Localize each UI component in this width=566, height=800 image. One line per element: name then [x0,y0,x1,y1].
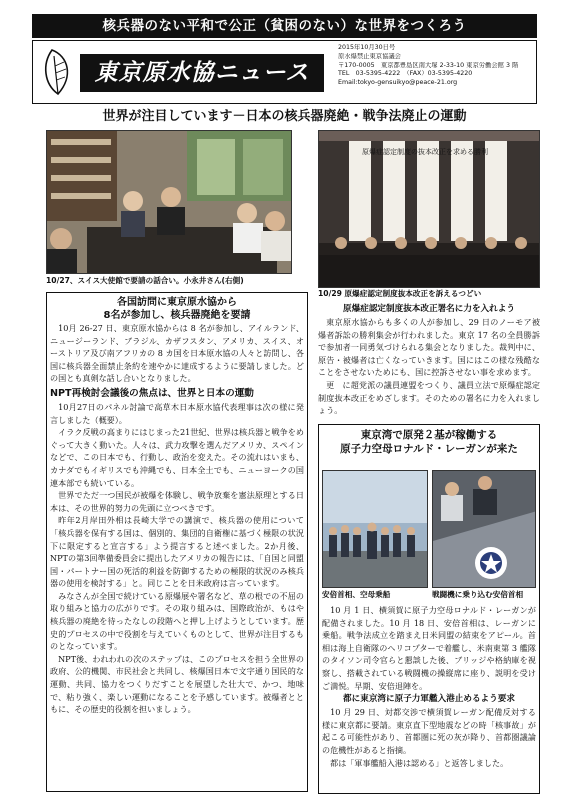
photo-embassy-meeting [46,130,292,274]
publisher-name: 原水爆禁止東京協議会 [338,52,401,60]
left-article-subheading: NPT再検討会議後の焦点は、世界と日本の運動 [50,387,254,399]
carrier-caption-right: 戦闘機に乗り込む安倍首相 [432,590,524,599]
right-paragraph-2: 10 月 29 日、対都交渉で横須賀レーガン配備反対する様に東京都に要請。東京直下型地震などの時「核事故」が起こる可能性があり、首都圏に死の灰が降り、首都圏議論の危機性があると指摘。 [322,707,536,755]
right-top-title: 原爆症認定制度抜本改正署名に力を入れよう [343,304,515,314]
right-top-body [318,316,540,417]
right-article-body [322,604,536,769]
slogan-banner: 核兵器のない平和で公正（貧困のない）な世界をつくろう [32,14,537,38]
photo2-caption: 10/29 原爆症認定制度抜本改正を訴えるつどい [318,289,482,298]
email-address: Email:tokyo-gensuikyo@peace-21.org [338,79,458,87]
right-article-title-1: 東京湾で原発２基が稼働する [360,429,498,441]
right-paragraph-3: 都は「軍事艦船入港は認める」と返答しました。 [330,757,509,768]
left-article-title-1: 各国訪問に東京原水協から [117,297,237,308]
publisher-info [338,44,534,88]
photo-fighter-cockpit [432,470,536,588]
postal-address: 〒170-0005 東京都豊島区南大塚 2-33-10 東京労働会館 3 階 [338,61,519,69]
newsletter-title: 東京原水協ニュース [80,54,324,92]
left-paragraph-5: 昨年2月岸田外相は長崎大学での講演で、核兵器の使用について「核兵器を保有する国は、個別的、集団的自衛権に基づく極限の状況下に限定すると宣言する」よう提言すると述べました。2か月後、NPTの第3回準備委員会に提出したアメリカの報告には、「自国と同盟国・パートナー国の死活的利益を防御するための極限的状況のみ核兵器の使用を検討する」と。同じことを日米政府は言っています。 [50,515,304,589]
left-paragraph-4: 世界でただ一つ国民が被爆を体験し、戦争放棄を憲法原理とする日本は、その世界的努力の先頭に立つべきです。 [50,490,304,513]
left-article-title-2: 8名が参加し、核兵器廃絶を要請 [103,310,251,321]
right-article-title-2: 原子力空母ロナルド・レーガンが来た [340,443,518,455]
left-paragraph-1: 10月 26-27 日、東京原水協からは 8 名が参加し、アイルランド、ニュージーランド、ブラジル、カザフスタン、アメリカ、スイス、オーストリア及び南アフリカの 8 カ国を日本原水協の人々と訪問し、各国に核兵器全面禁止条約を速やかに達成するように要請しました。どの国とも真剣な話し合いとなりました。 [50,323,304,384]
photo-carrier-deck [322,470,428,588]
leaf-logo-icon [38,46,78,98]
left-paragraph-3: イラク反戦の高まりにはじまった21世紀、世界は核兵器と戦争をめぐって大きく動いた。人々は、武力攻撃を選んだアメリカ、スペインなどで、この日本でも、行動し、政治を変えた。その流れはいまも、カナダでもイギリスでも沖縄でも、日本全土でも、ニューヨークの国連本部でも続いている。 [50,427,304,488]
carrier-caption-left: 安倍首相、空母乗船 [322,590,391,599]
photo1-caption: 10/27、スイス大使館で要請の話合い。小永井さん(右側) [46,276,244,285]
right-top-paragraph-1: 東京原水協からも多くの人が参加し、29 日のノーモア被爆者訴訟の勝利集会が行われました。東京 17 名の全員勝訴で参加者一同勇気づけられる集会となりました。裁判中に、原告・被爆者は亡くなっていきます。国にはこの様な残酷なことをさせないためにも、国に控訴させない事を求めます。 [318,317,540,378]
right-paragraph-1: 10 月 1 日、横須賀に原子力空母ロナルド・レーガンが配備されました。10 月 18 日、安倍首相は、レーガンに乗船。戦争法成立を踏まえ日米同盟の結束をアピール。首相は海上自衛隊のヘリコプターで着艦し、米南東第 3 艦隊のタイソン司令官らと懇談した後、ブリッジや格納庫を視察し、搭載されている戦闘機の操縦席に座り、説明を受けご満悦。早期、安倍退陣を。 [322,605,536,691]
left-paragraph-2: 10月27日のパネル討論で高草木日本原水協代表理事は次の様に発言しました（概要）。 [50,401,304,425]
rally-banner-text: 原爆症認定制度の抜本改正を求める勝利 [362,148,488,156]
main-headline: 世界が注目しています－日本の核兵器廃絶・戦争法廃止の運動 [102,109,467,124]
right-article-subheading: 都に東京湾に原子力軍艦入港止めるよう要求 [343,694,515,705]
right-top-paragraph-2: 更 に超党派の議員連盟をつくり、議員立法で原爆症認定制度抜本改正をめざします。そのための署名に力を入れましょう。 [318,379,540,416]
left-article-body [50,322,304,716]
left-paragraph-6: みなさんが全国で続けている原爆展や署名など、草の根での不屈の取り組みと協力の広がりです。その取り組みは、国際政治が、もはや核兵器の廃絶を待ったなしの段階へと押し上げようとしています。歴史的プロセスの中で役割を与えていくものとして、世界が注目するものとなっています。 [50,590,304,652]
phone-fax: TEL 03-5395-4222 （FAX）03-5395-4220 [338,70,473,78]
left-paragraph-7: NPT後、われわれの次のステップは、このプロセスを担う全世界の政府、公的機関、市民社会と共同し、核爆国日本で文字通り国民的な運動、共同、協力をつくりだすことを展望した壮大で、かつ、地味で、粘り強く、楽しい運動になることを予感しています。被爆者とともに、その歴史的役割を担いましょう。 [50,653,304,715]
issue-date: 2015年10月30日号 [338,44,396,51]
